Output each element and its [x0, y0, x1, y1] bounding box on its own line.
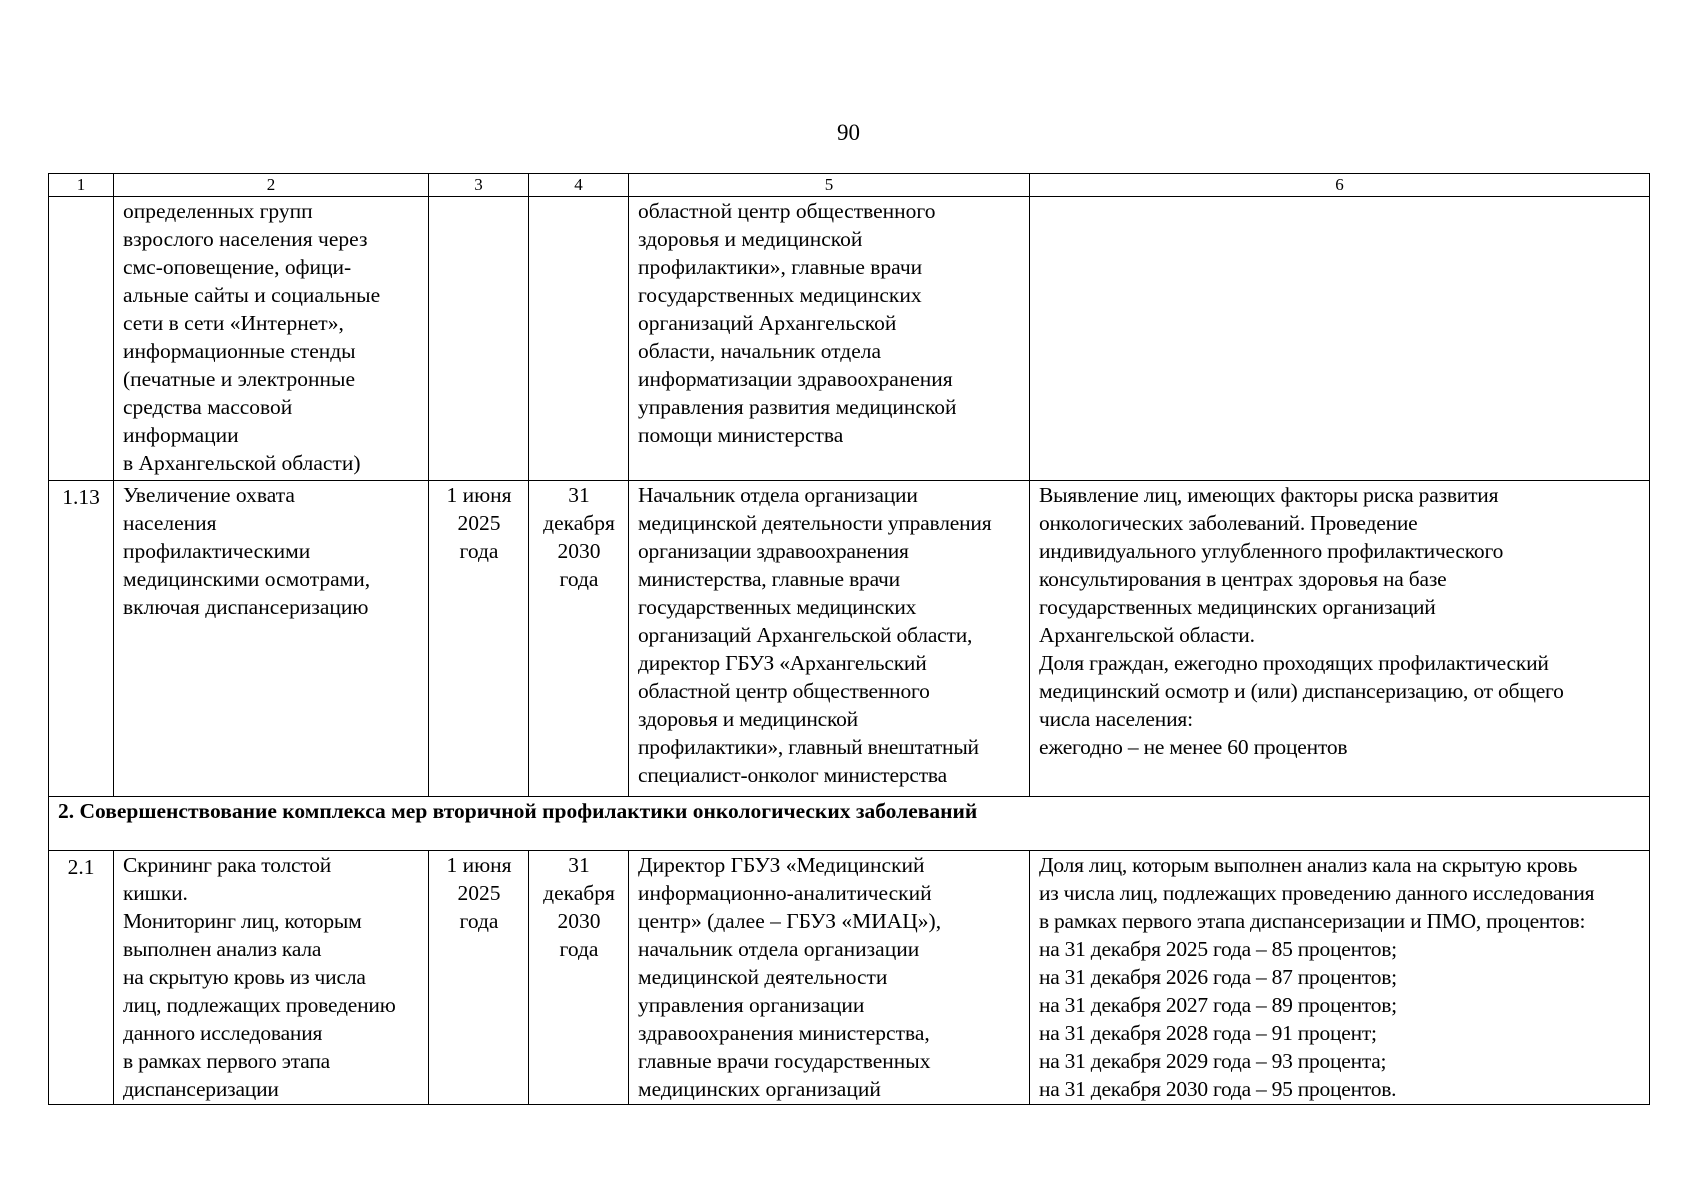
result-cell: Выявление лиц, имеющих факторы риска развития онкологических заболеваний. Проведение индивидуального углубленного профилактического консультирования в центрах здоровья на базе государственных медицинских организаций Архангельской области. Доля граждан, ежегодно проходящих профилактический медицинский осмотр и (или) диспансеризацию, от общего числа населения: ежегодно – не менее 60 процентов — [1030, 481, 1650, 797]
activity-cell: Увеличение охвата населения профилактическими медицинскими осмотрами, включая диспансеризацию — [114, 481, 429, 797]
end-date-cell: 31 декабря 2030 года — [529, 481, 629, 797]
responsible-cell: Директор ГБУЗ «Медицинский информационно-аналитический центр» (далее – ГБУЗ «МИАЦ»), начальник отдела организации медицинской деятельности управления организации здравоохранения министерства, главные врачи государственных медицинских организаций — [629, 851, 1030, 1105]
column-header-1: 1 — [49, 174, 114, 197]
column-header-3: 3 — [429, 174, 529, 197]
activity-cell: определенных групп взрослого населения через смс-оповещение, офици- альные сайты и социальные сети в сети «Интернет», информационные стенды (печатные и электронные средства массовой информации в Архангельской области) — [114, 197, 429, 481]
end-date-cell: 31 декабря 2030 года — [529, 851, 629, 1105]
row-number — [49, 197, 114, 481]
column-header-6: 6 — [1030, 174, 1650, 197]
start-date-cell: 1 июня 2025 года — [429, 481, 529, 797]
responsible-cell: областной центр общественного здоровья и медицинской профилактики», главные врачи государственных медицинских организаций Архангельской области, начальник отдела информатизации здравоохранения управления развития медицинской помощи министерства — [629, 197, 1030, 481]
column-header-4: 4 — [529, 174, 629, 197]
column-number-row — [49, 174, 1650, 197]
result-cell: Доля лиц, которым выполнен анализ кала на скрытую кровь из числа лиц, подлежащих проведению данного исследования в рамках первого этапа диспансеризации и ПМО, процентов: на 31 декабря 2025 года – 85 процентов; на 31 декабря 2026 года – 87 процентов; на 31 декабря 2027 года – 89 процентов; на 31 декабря 2028 года – 91 процент; на 31 декабря 2029 года – 93 процента; на 31 декабря 2030 года – 95 процентов. — [1030, 851, 1650, 1105]
page-number: 90 — [837, 120, 860, 145]
section-row — [49, 797, 1650, 851]
start-date-cell — [429, 197, 529, 481]
start-date-cell: 1 июня 2025 года — [429, 851, 529, 1105]
column-header-5: 5 — [629, 174, 1030, 197]
activity-cell: Скрининг рака толстой кишки. Мониторинг лиц, которым выполнен анализ кала на скрытую кровь из числа лиц, подлежащих проведению данного исследования в рамках первого этапа диспансеризации — [114, 851, 429, 1105]
table-row — [49, 851, 1650, 1105]
responsible-cell: Начальник отдела организации медицинской деятельности управления организации здравоохранения министерства, главные врачи государственных медицинских организаций Архангельской области, директор ГБУЗ «Архангельский областной центр общественного здоровья и медицинской профилактики», главный внештатный специалист-онколог министерства — [629, 481, 1030, 797]
result-cell — [1030, 197, 1650, 481]
table-row — [49, 197, 1650, 481]
column-header-2: 2 — [114, 174, 429, 197]
section-title: 2. Совершенствование комплекса мер вторичной профилактики онкологических заболеваний — [49, 797, 1650, 851]
measures-table — [48, 173, 1650, 1105]
table-row — [49, 481, 1650, 797]
end-date-cell — [529, 197, 629, 481]
row-number: 2.1 — [49, 851, 114, 1105]
row-number: 1.13 — [49, 481, 114, 797]
